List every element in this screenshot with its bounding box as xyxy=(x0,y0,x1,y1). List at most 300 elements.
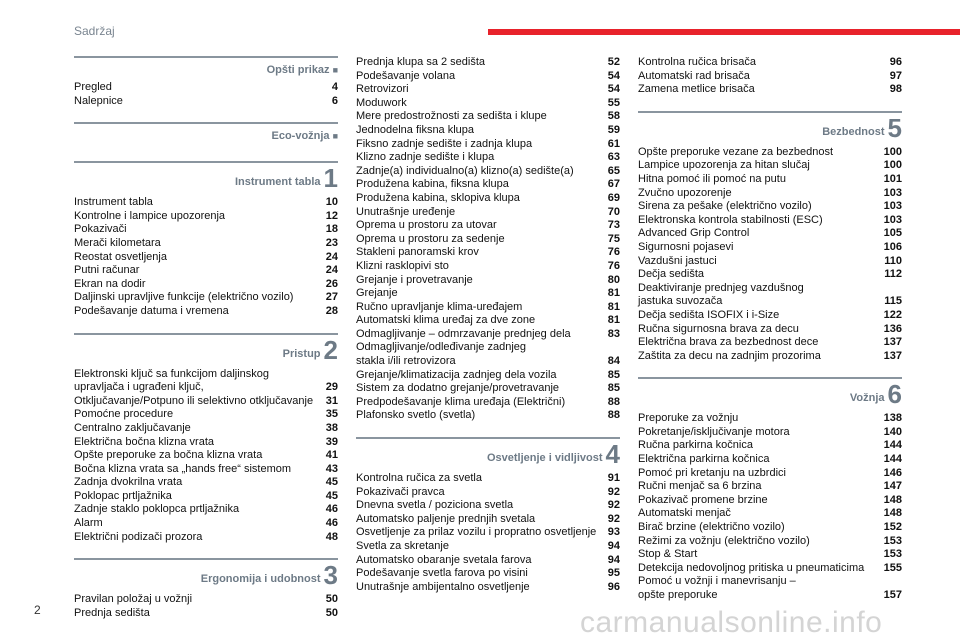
toc-entry[interactable] xyxy=(638,282,902,309)
toc-entry-page: 61 xyxy=(607,137,620,150)
toc-entry[interactable] xyxy=(638,241,902,255)
toc-entry-title: Pomoć u vožnji i manevrisanju – opšte preporuke xyxy=(638,575,796,601)
toc-entry-title: Opšte preporuke za bočna klizna vrata xyxy=(74,449,263,462)
toc-entry[interactable] xyxy=(356,110,620,124)
toc-entry[interactable] xyxy=(356,369,620,383)
section-title-text: Vožnja xyxy=(849,392,885,405)
section-header xyxy=(74,122,338,144)
section-title xyxy=(267,64,338,76)
toc-entry[interactable] xyxy=(356,124,620,138)
toc-entry-title: Produžena kabina, sklopiva klupa xyxy=(356,191,520,204)
toc-entry-title: Pomoć pri kretanju na uzbrdici xyxy=(638,466,786,479)
toc-entry-page: 70 xyxy=(607,205,620,218)
toc-entry-title: Režimi za vožnju (električno vozilo) xyxy=(638,534,810,547)
toc-entry[interactable] xyxy=(638,548,902,562)
toc-entry-page: 81 xyxy=(607,300,620,313)
toc-entry-title: Automatsko obaranje svetala farova xyxy=(356,553,532,566)
toc-entry[interactable] xyxy=(638,159,902,173)
toc-entry[interactable] xyxy=(356,540,620,554)
toc-entry[interactable] xyxy=(356,70,620,84)
toc-entry-page: 144 xyxy=(883,439,902,452)
toc-entry[interactable] xyxy=(356,219,620,233)
toc-entry-page: 76 xyxy=(607,246,620,259)
toc-entry[interactable] xyxy=(356,472,620,486)
section-title xyxy=(200,560,338,591)
toc-entry-title: Advanced Grip Control xyxy=(638,227,750,240)
toc-entry-title: Ekran na dodir xyxy=(74,277,146,290)
section-header xyxy=(74,161,338,193)
section-header xyxy=(74,56,338,78)
toc-entry[interactable] xyxy=(356,138,620,152)
toc-entry-title: Automatski menjač xyxy=(638,507,731,520)
toc-entry-page: 153 xyxy=(883,548,902,561)
toc-entry[interactable] xyxy=(638,83,902,97)
toc-entry-page: 96 xyxy=(889,56,902,68)
toc-entry-title: Podešavanje svetla farova po visini xyxy=(356,567,528,580)
toc-entry-page: 122 xyxy=(883,308,902,321)
toc-entry-title: Lampice upozorenja za hitan slučaj xyxy=(638,159,810,172)
toc-entry-page: 28 xyxy=(325,304,338,317)
toc-entry[interactable] xyxy=(638,336,902,350)
toc-entry[interactable] xyxy=(356,499,620,513)
toc-entry-page: 92 xyxy=(607,499,620,512)
toc-entry-page: 27 xyxy=(325,291,338,304)
toc-entry[interactable] xyxy=(638,521,902,535)
toc-section xyxy=(74,319,338,545)
toc-entry[interactable] xyxy=(638,562,902,576)
toc-entry-page: 39 xyxy=(325,435,338,448)
toc-entry[interactable] xyxy=(74,490,338,504)
section-title-text: Bezbednost xyxy=(822,125,885,138)
toc-entry-page: 138 xyxy=(883,412,902,425)
toc-entry-title: Zadnje staklo poklopca prtljažnika xyxy=(74,503,240,516)
toc-entry[interactable] xyxy=(74,517,338,531)
toc-entry-page: 103 xyxy=(883,186,902,199)
toc-entry-title: Ručna parkirna kočnica xyxy=(638,439,753,452)
toc-entry[interactable] xyxy=(356,165,620,179)
toc-entry-page: 73 xyxy=(607,219,620,232)
toc-entry-title: Sigurnosni pojasevi xyxy=(638,240,734,253)
toc-entry[interactable] xyxy=(638,146,902,160)
toc-entry-page: 153 xyxy=(883,534,902,547)
toc-entry-title: Zamena metlice brisača xyxy=(638,83,755,96)
toc-entry[interactable] xyxy=(638,56,902,70)
toc-entry-page: 98 xyxy=(889,83,902,96)
toc-entry[interactable] xyxy=(356,526,620,540)
toc-entry-title: Kontrolna ručica za svetla xyxy=(356,472,482,485)
toc-entry[interactable] xyxy=(356,178,620,192)
toc-entry-title: Putni računar xyxy=(74,264,140,277)
toc-section xyxy=(638,56,902,97)
toc-column-2 xyxy=(356,56,620,594)
toc-entry-title: Automatski rad brisača xyxy=(638,69,750,82)
toc-entry[interactable] xyxy=(74,463,338,477)
toc-entry-title: Zaštita za decu na zadnjim prozorima xyxy=(638,349,821,362)
section-title-text: Eco-vožnja xyxy=(271,130,330,143)
toc-entry-page: 65 xyxy=(607,164,620,177)
toc-entry[interactable] xyxy=(356,382,620,396)
toc-entry[interactable] xyxy=(638,255,902,269)
toc-entry-page: 63 xyxy=(607,151,620,164)
toc-entry-page: 48 xyxy=(325,530,338,543)
toc-entry-title: Kontrolna ručica brisača xyxy=(638,56,757,68)
toc-entry-title: Sistem za dodatno grejanje/provetravanje xyxy=(356,382,560,395)
toc-entry[interactable] xyxy=(74,210,338,224)
toc-entry-page: 46 xyxy=(325,503,338,516)
toc-entry-page: 46 xyxy=(325,517,338,530)
toc-entry-title: Jednodelna fiksna klupa xyxy=(356,123,475,136)
toc-entry-page: 147 xyxy=(883,480,902,493)
toc-entry[interactable] xyxy=(638,535,902,549)
toc-entry[interactable] xyxy=(356,396,620,410)
toc-entry-page: 105 xyxy=(883,227,902,240)
toc-column-1 xyxy=(74,56,338,620)
section-square-icon: ■ xyxy=(332,65,338,75)
toc-entry-title: Električna bočna klizna vrata xyxy=(74,435,215,448)
toc-entry-page: 75 xyxy=(607,232,620,245)
toc-entry-page: 100 xyxy=(883,159,902,172)
toc-entry-page: 54 xyxy=(607,83,620,96)
toc-entry[interactable] xyxy=(356,409,620,423)
toc-entry[interactable] xyxy=(638,187,902,201)
toc-entry-page: 38 xyxy=(325,421,338,434)
section-title xyxy=(822,112,902,143)
toc-entry-title: Detekcija nedovoljnog pritiska u pneumaticima xyxy=(638,561,865,574)
toc-entry-page: 101 xyxy=(883,172,902,185)
toc-entry-page: 148 xyxy=(883,493,902,506)
toc-entry-page: 54 xyxy=(607,69,620,82)
toc-entry-title: Dečja sedišta xyxy=(638,268,705,281)
toc-entry[interactable] xyxy=(74,436,338,450)
toc-entry-title: Poklopac prtljažnika xyxy=(74,489,172,502)
toc-entry[interactable] xyxy=(356,287,620,301)
toc-entry[interactable] xyxy=(356,192,620,206)
toc-entry-page: 136 xyxy=(883,322,902,335)
toc-entry-page: 41 xyxy=(325,449,338,462)
page-number: 2 xyxy=(34,603,41,617)
toc-entry[interactable] xyxy=(638,426,902,440)
toc-entry-page: 85 xyxy=(607,368,620,381)
toc-column-3 xyxy=(638,56,902,603)
toc-entry[interactable] xyxy=(74,251,338,265)
toc-entry[interactable] xyxy=(74,449,338,463)
toc-entry-title: Opšte preporuke vezane za bezbednost xyxy=(638,145,834,158)
toc-entry-page: 94 xyxy=(607,540,620,552)
toc-entry-page: 85 xyxy=(607,382,620,395)
toc-entry[interactable] xyxy=(356,97,620,111)
toc-entry[interactable] xyxy=(74,531,338,545)
toc-entry[interactable] xyxy=(356,233,620,247)
toc-entry-title: Zvučno upozorenje xyxy=(638,186,732,199)
toc-entry[interactable] xyxy=(638,173,902,187)
toc-entry-title: Reostat osvetljenja xyxy=(74,250,167,263)
toc-entry-page: 155 xyxy=(883,561,902,574)
toc-entry-page: 58 xyxy=(607,110,620,123)
toc-entry-page: 24 xyxy=(325,250,338,263)
section-title xyxy=(282,334,338,365)
toc-entry-page: 91 xyxy=(607,472,620,485)
toc-entry-title: Klizni rasklopivi sto xyxy=(356,259,449,272)
toc-entry-title: Vazdušni jastuci xyxy=(638,254,717,267)
toc-entry-page: 110 xyxy=(884,254,902,267)
section-title-text: Pristup xyxy=(282,347,321,360)
toc-entry-title: Grejanje/klimatizacija zadnjeg dela vozila xyxy=(356,368,557,381)
section-title xyxy=(271,130,338,142)
toc-entry-title: Automatsko paljenje prednjih svetala xyxy=(356,512,536,525)
toc-entry[interactable] xyxy=(638,350,902,364)
toc-entry-title: Otključavanje/Potpuno ili selektivno otključavanje xyxy=(74,394,314,407)
toc-entry[interactable] xyxy=(356,513,620,527)
toc-entry-title: Podešavanje volana xyxy=(356,69,456,82)
toc-entry[interactable] xyxy=(74,476,338,490)
toc-entry-page: 52 xyxy=(607,56,620,68)
toc-entry-title: Grejanje xyxy=(356,287,398,300)
toc-entry[interactable] xyxy=(74,95,338,109)
toc-entry-page: 84 xyxy=(607,355,620,368)
toc-entry-page: 24 xyxy=(325,264,338,277)
toc-entry[interactable] xyxy=(356,567,620,581)
toc-entry-page: 50 xyxy=(325,593,338,606)
toc-entry[interactable] xyxy=(74,395,338,409)
section-title-text: Ergonomija i udobnost xyxy=(200,573,321,586)
toc-entry-page: 67 xyxy=(607,178,620,191)
section-header xyxy=(356,437,620,469)
toc-entry[interactable] xyxy=(74,237,338,251)
section-title-text: Instrument tabla xyxy=(234,176,321,189)
toc-entry-title: Pomoćne procedure xyxy=(74,408,174,421)
section-number: 6 xyxy=(887,379,902,410)
toc-entry-page: 18 xyxy=(325,223,338,236)
toc-entry-title: Bočna klizna vrata sa „hands free“ sistemom xyxy=(74,462,292,475)
toc-entry[interactable] xyxy=(74,408,338,422)
toc-entry-title: Električni podizači prozora xyxy=(74,530,203,543)
toc-entry[interactable] xyxy=(638,453,902,467)
toc-entry[interactable] xyxy=(74,305,338,319)
toc-entry-page: 12 xyxy=(325,209,338,222)
toc-entry[interactable] xyxy=(74,264,338,278)
toc-section xyxy=(356,56,620,423)
section-number: 3 xyxy=(323,560,338,591)
toc-entry-page: 81 xyxy=(607,287,620,300)
toc-section xyxy=(638,97,902,364)
toc-entry-page: 26 xyxy=(325,277,338,290)
toc-section xyxy=(74,108,338,144)
toc-entry-page: 97 xyxy=(889,69,902,82)
toc-entry-title: Produžena kabina, fiksna klupa xyxy=(356,178,509,191)
toc-entry-title: Centralno zaključavanje xyxy=(74,421,191,434)
toc-entry-title: Ručni menjač sa 6 brzina xyxy=(638,480,762,493)
toc-entry-title: Pregled xyxy=(74,81,112,93)
toc-entry[interactable] xyxy=(356,581,620,595)
toc-entry-page: 69 xyxy=(607,191,620,204)
toc-entry[interactable] xyxy=(74,422,338,436)
toc-entry[interactable] xyxy=(74,196,338,210)
toc-entry[interactable] xyxy=(74,503,338,517)
toc-entry[interactable] xyxy=(356,260,620,274)
toc-entry[interactable] xyxy=(638,214,902,228)
section-header xyxy=(74,558,338,590)
toc-entry-title: Električna brava za bezbednost dece xyxy=(638,336,819,349)
toc-entry-title: Svetla za skretanje xyxy=(356,540,449,552)
toc-entry-page: 81 xyxy=(607,314,620,327)
toc-entry-title: Pokazivač promene brzine xyxy=(638,493,768,506)
toc-entry-title: Osvetljenje za prilaz vozilu i propratno osvetljenje xyxy=(356,526,597,539)
toc-entry-title: Oprema u prostoru za utovar xyxy=(356,219,497,232)
toc-entry[interactable] xyxy=(356,328,620,342)
toc-entry-title: Ručno upravljanje klima-uređajem xyxy=(356,300,523,313)
toc-entry-title: Ručna sigurnosna brava za decu xyxy=(638,322,799,335)
toc-entry-title: Automatski klima uređaj za dve zone xyxy=(356,314,536,327)
toc-entry[interactable] xyxy=(356,486,620,500)
toc-entry-title: Retrovizori xyxy=(356,83,409,96)
section-title-text: Osvetljenje i vidljivost xyxy=(486,452,603,465)
toc-entry[interactable] xyxy=(638,439,902,453)
toc-entry[interactable] xyxy=(74,593,338,607)
toc-entry-page: 94 xyxy=(607,553,620,566)
header-accent-bar xyxy=(488,29,960,35)
toc-entry[interactable] xyxy=(74,278,338,292)
toc-entry-page: 43 xyxy=(325,462,338,475)
toc-section xyxy=(74,56,338,108)
section-number: 1 xyxy=(323,163,338,194)
toc-section xyxy=(74,544,338,620)
toc-entry-page: 45 xyxy=(325,476,338,489)
toc-entry-title: Sirena za pešake (električno vozilo) xyxy=(638,200,812,213)
toc-entry-page: 88 xyxy=(607,395,620,408)
toc-entry-title: Odmagljivanje – odmrzavanje prednjeg dela xyxy=(356,327,571,340)
toc-entry-title: Grejanje i provetravanje xyxy=(356,273,473,286)
toc-entry-title: Stop & Start xyxy=(638,548,698,561)
toc-entry-title: Preporuke za vožnju xyxy=(638,412,739,425)
toc-entry-title: Fiksno zadnje sedište i zadnja klupa xyxy=(356,137,533,150)
toc-entry-title: Prednja sedišta xyxy=(74,606,150,619)
toc-entry-page: 23 xyxy=(325,236,338,249)
toc-entry-page: 45 xyxy=(325,489,338,502)
toc-entry[interactable] xyxy=(638,507,902,521)
toc-entry-title: Elektronski ključ sa funkcijom daljinskog upravljača i ugrađeni ključ, xyxy=(74,367,270,394)
toc-entry-page: 76 xyxy=(607,259,620,272)
toc-entry[interactable] xyxy=(74,607,338,621)
toc-entry-page: 92 xyxy=(607,485,620,498)
toc-entry-page: 115 xyxy=(884,295,902,308)
toc-entry[interactable] xyxy=(638,200,902,214)
toc-entry-title: Klizno zadnje sedište i klupa xyxy=(356,151,495,164)
toc-entry-page: 106 xyxy=(883,240,902,253)
toc-entry-title: Daljinski upravljive funkcije (električno vozilo) xyxy=(74,291,294,304)
toc-entry[interactable] xyxy=(74,291,338,305)
header-label: Sadržaj xyxy=(74,24,115,38)
toc-entry-title: Pokretanje/isključivanje motora xyxy=(638,425,790,438)
toc-entry-page: 83 xyxy=(607,327,620,340)
toc-entry-page: 148 xyxy=(883,507,902,520)
toc-section xyxy=(356,423,620,594)
toc-entry-page: 95 xyxy=(607,567,620,580)
toc-entry-title: Instrument tabla xyxy=(74,196,153,209)
section-title xyxy=(234,163,338,194)
toc-entry[interactable] xyxy=(638,323,902,337)
toc-entry-page: 35 xyxy=(325,408,338,421)
toc-entry-page: 6 xyxy=(331,94,338,107)
toc-entry[interactable] xyxy=(74,223,338,237)
toc-entry-title: Električna parkirna kočnica xyxy=(638,453,770,466)
toc-entry-page: 96 xyxy=(607,580,620,593)
toc-entry[interactable] xyxy=(356,314,620,328)
toc-entry-page: 100 xyxy=(883,145,902,158)
section-title xyxy=(486,439,620,470)
toc-entry[interactable] xyxy=(356,246,620,260)
toc-entry[interactable] xyxy=(638,268,902,282)
toc-entry[interactable] xyxy=(638,227,902,241)
toc-entry-title: Merači kilometara xyxy=(74,236,161,249)
toc-entry[interactable] xyxy=(356,341,620,368)
toc-entry-title: Unutrašnje uređenje xyxy=(356,205,456,218)
toc-entry-page: 59 xyxy=(607,123,620,136)
toc-entry-title: Predpodešavanje klima uređaja (Električni) xyxy=(356,395,566,408)
toc-entry-title: Pokazivači xyxy=(74,223,127,236)
toc-entry-page: 93 xyxy=(607,526,620,539)
toc-entry[interactable] xyxy=(356,301,620,315)
toc-entry[interactable] xyxy=(638,70,902,84)
toc-entry-page: 80 xyxy=(607,273,620,286)
toc-entry[interactable] xyxy=(638,575,902,602)
toc-entry-title: Elektronska kontrola stabilnosti (ESC) xyxy=(638,213,823,226)
toc-entry[interactable] xyxy=(356,56,620,70)
toc-entry-page: 10 xyxy=(325,196,338,209)
section-header xyxy=(638,377,902,409)
toc-entry-title: Plafonsko svetlo (svetla) xyxy=(356,409,476,422)
toc-entry-page: 103 xyxy=(883,200,902,213)
toc-entry-title: Pokazivači pravca xyxy=(356,485,445,498)
toc-entry[interactable] xyxy=(638,467,902,481)
toc-entry-title: Zadnja dvokrilna vrata xyxy=(74,476,183,489)
toc-entry-title: Odmagljivanje/odleđivanje zadnjeg stakla i/ili retrovizora xyxy=(356,341,527,368)
toc-entry[interactable] xyxy=(356,206,620,220)
toc-entry[interactable] xyxy=(74,368,338,395)
toc-entry-page: 144 xyxy=(883,453,902,466)
toc-entry-title: Podešavanje datuma i vremena xyxy=(74,304,229,317)
toc-entry-title: Mere predostrožnosti za sedišta i klupe xyxy=(356,110,547,123)
toc-entry-page: 103 xyxy=(883,213,902,226)
toc-entry-page: 88 xyxy=(607,409,620,422)
toc-entry-page: 137 xyxy=(883,349,902,362)
toc-entry[interactable] xyxy=(638,494,902,508)
toc-entry[interactable] xyxy=(356,83,620,97)
toc-entry-title: Nalepnice xyxy=(74,94,123,107)
toc-entry[interactable] xyxy=(638,412,902,426)
toc-section xyxy=(74,147,338,318)
toc-entry-title: Alarm xyxy=(74,517,103,530)
section-number: 5 xyxy=(887,112,902,143)
toc-entry[interactable] xyxy=(74,81,338,95)
toc-entry[interactable] xyxy=(356,151,620,165)
toc-entry-page: 152 xyxy=(883,521,902,534)
section-title xyxy=(849,379,902,410)
toc-entry-page: 92 xyxy=(607,512,620,525)
toc-entry-title: Prednja klupa sa 2 sedišta xyxy=(356,56,486,68)
toc-entry-page: 157 xyxy=(883,589,902,601)
toc-section xyxy=(638,363,902,602)
toc-entry[interactable] xyxy=(356,274,620,288)
toc-entry[interactable] xyxy=(638,309,902,323)
section-number: 4 xyxy=(605,439,620,470)
toc-entry-title: Zadnje(a) individualno(a) klizno(a) sedište(a) xyxy=(356,164,574,177)
watermark: carmanualsonline.info xyxy=(580,606,883,639)
section-square-icon: ■ xyxy=(332,131,338,142)
toc-entry[interactable] xyxy=(638,480,902,494)
toc-entry[interactable] xyxy=(356,554,620,568)
toc-entry-title: Pravilan položaj u vožnji xyxy=(74,593,193,606)
toc-entry-title: Unutrašnje ambijentalno osvetljenje xyxy=(356,580,530,593)
